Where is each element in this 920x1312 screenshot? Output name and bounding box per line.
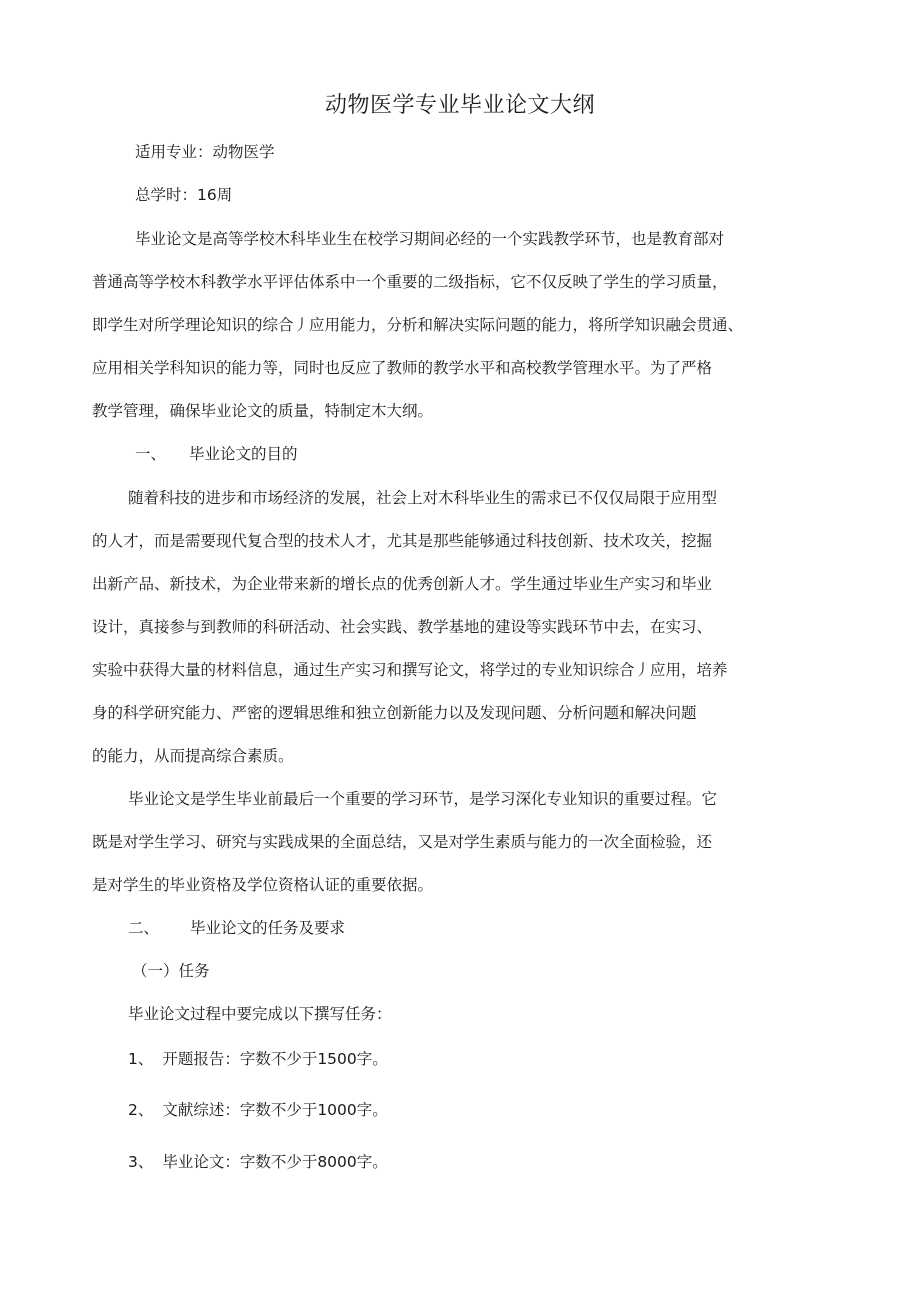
section1-heading xyxy=(135,442,297,466)
task-item xyxy=(128,1150,388,1174)
purpose-line: 的人才，而是需要现代复合型的技术人才，尤其是那些能够通过科技创新、技术攻关，挖掘 xyxy=(92,532,713,550)
purpose-line: 设计，真接参与到教师的科研活动、社会实践、教学基地的建设等实践环节中去，在实习、 xyxy=(92,618,713,636)
purpose-line: 的能力，从而提高综合素质。 xyxy=(92,747,294,765)
task-number: 2、 xyxy=(128,1101,154,1119)
section-title: 毕业论文的目的 xyxy=(188,445,298,463)
task-text: 毕业论文：字数不少于8000字。 xyxy=(162,1153,388,1171)
major-line: 适用专业：动物医学 xyxy=(135,143,275,161)
task-item xyxy=(128,1047,388,1071)
intro-line: 应用相关学科知识的能力等，同时也反应了教师的教学水平和高校教学管理水平。为了严格 xyxy=(92,359,713,377)
section2-heading xyxy=(128,916,345,940)
tasks-intro: 毕业论文过程中要完成以下撰写任务： xyxy=(128,1005,392,1023)
intro-line: 即学生对所学理论知识的综合丿应用能力，分析和解决实际问题的能力，将所学知识融会贯通、 xyxy=(92,316,744,334)
subsection-heading: （一）任务 xyxy=(132,962,210,980)
task-number: 1、 xyxy=(128,1050,154,1068)
purpose-line: 毕业论文是学生毕业前最后一个重要的学习环节，是学习深化专业知识的重要过程。它 xyxy=(128,790,718,808)
section-title: 毕业论文的任务及要求 xyxy=(189,919,345,937)
purpose-line: 身的科学研究能力、严密的逻辑思维和独立创新能力以及发现问题、分析问题和解决问题 xyxy=(92,704,697,722)
task-text: 文献综述：字数不少于1000字。 xyxy=(162,1101,388,1119)
intro-line: 毕业论文是高等学校木科毕业生在校学习期间必经的一个实践教学环节，也是教育部对 xyxy=(135,230,725,248)
hours-line: 总学时：16周 xyxy=(135,186,233,204)
task-number: 3、 xyxy=(128,1153,154,1171)
task-text: 开题报告：字数不少于1500字。 xyxy=(162,1050,388,1068)
intro-line: 普通高等学校木科教学水平评估体系中一个重要的二级指标，它不仅反映了学生的学习质量， xyxy=(92,273,728,291)
purpose-line: 实验中获得大量的材料信息，通过生产实习和撰写论文，将学过的专业知识综合丿应用，培养 xyxy=(92,661,728,679)
intro-line: 教学管理，确保毕业论文的质量，特制定木大纲。 xyxy=(92,402,434,420)
section-number: 一、 xyxy=(135,445,167,463)
section-number: 二、 xyxy=(128,919,160,937)
purpose-line: 是对学生的毕业资格及学位资格认证的重要依据。 xyxy=(92,876,434,894)
purpose-line: 随着科技的进步和市场经济的发展，社会上对木科毕业生的需求已不仅仅局限于应用型 xyxy=(128,489,718,507)
task-item xyxy=(128,1098,388,1122)
purpose-line: 既是对学生学习、研究与实践成果的全面总结，又是对学生素质与能力的一次全面检验，还 xyxy=(92,833,713,851)
purpose-line: 出新产品、新技术，为企业带来新的增长点的优秀创新人才。学生通过毕业生产实习和毕业 xyxy=(92,575,713,593)
document-title: 动物医学专业毕业论文大纲 xyxy=(324,93,595,118)
